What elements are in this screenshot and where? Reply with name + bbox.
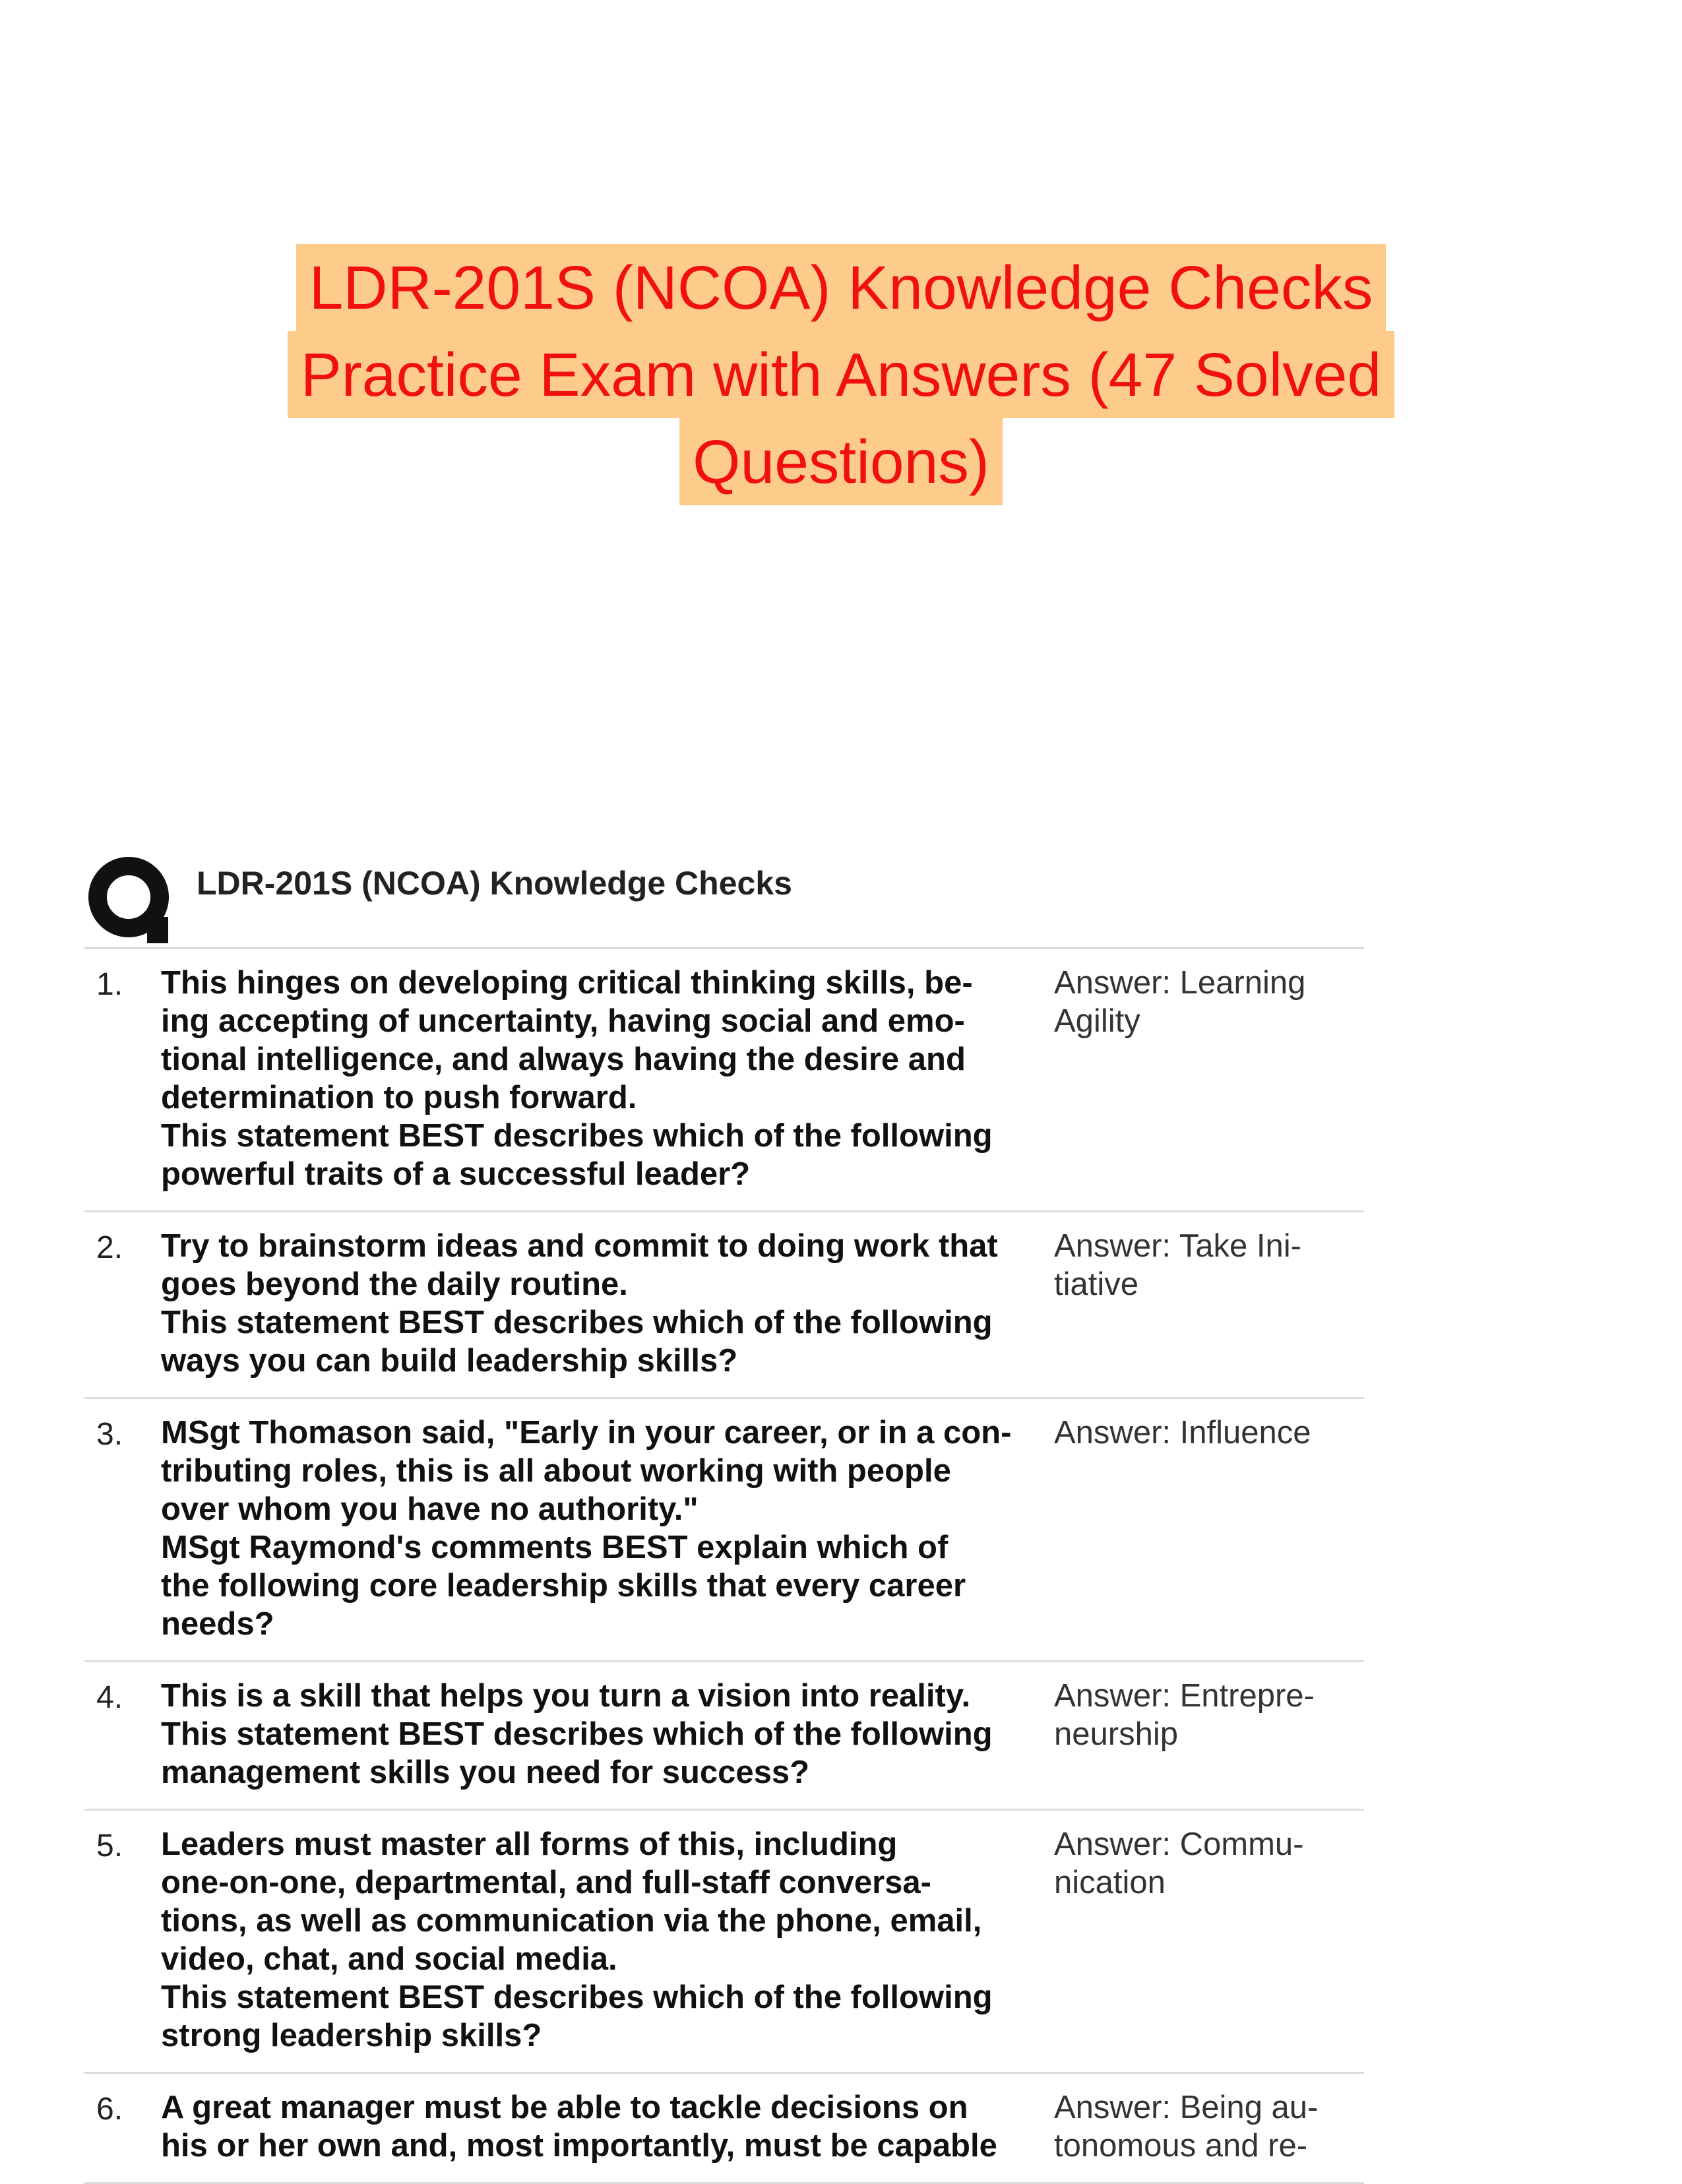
question-number: 2. xyxy=(96,1230,123,1265)
question-text: This hinges on developing critical thinking skills, be- ing accepting of uncertainty, having social and emo- tional intelligence, and always having the desire and determination to push forward. This statement BEST describes which of the following powerful traits of a successful leader? xyxy=(161,965,993,1192)
question-list xyxy=(84,949,1364,2184)
answer-text: Answer: Being au- tonomous and re- xyxy=(1054,2090,1319,2164)
q-logo-icon xyxy=(88,856,175,943)
question-number: 4. xyxy=(96,1680,123,1715)
answer-text: Answer: Entrepre- neurship xyxy=(1054,1678,1315,1752)
question-item xyxy=(84,1212,1364,1399)
title-line-3: Questions) xyxy=(679,418,1003,505)
question-item xyxy=(84,949,1364,1212)
title-line-1: LDR-201S (NCOA) Knowledge Checks xyxy=(296,244,1386,331)
question-item xyxy=(84,1662,1364,1811)
question-number: 6. xyxy=(96,2092,123,2127)
question-text: A great manager must be able to tackle decisions on his or her own and, most importantly, must be capable xyxy=(161,2090,997,2164)
answer-text: Answer: Learning Agility xyxy=(1054,965,1306,1039)
answer-text: Answer: Influence xyxy=(1054,1415,1311,1451)
question-number: 3. xyxy=(96,1417,123,1452)
question-text: Try to brainstorm ideas and commit to doing work that goes beyond the daily routine. This statement BEST describes which of the following ways you can build leadership skills? xyxy=(161,1228,998,1379)
quiz-header xyxy=(84,855,1364,949)
question-text: Leaders must master all forms of this, including one-on-one, departmental, and full-staff conversa- tions, as well as communication via the phone, email, video, chat, and social media. This statement BEST describes which of the following strong leadership skills? xyxy=(161,1826,993,2053)
question-number: 1. xyxy=(96,967,123,1002)
document-title xyxy=(0,244,1682,505)
answer-text: Answer: Commu- nication xyxy=(1054,1826,1304,1900)
question-text: MSgt Thomason said, "Early in your career, or in a con- tributing roles, this is all about working with people over whom you have no authority." MSgt Raymond's comments BEST explain which of the following core leadership skills that every career needs? xyxy=(161,1415,1012,1642)
question-number: 5. xyxy=(96,1828,123,1863)
question-item xyxy=(84,1811,1364,2074)
quiz-title: LDR-201S (NCOA) Knowledge Checks xyxy=(197,865,792,902)
answer-text: Answer: Take Ini- tiative xyxy=(1054,1228,1301,1302)
question-item xyxy=(84,2074,1364,2184)
question-text: This is a skill that helps you turn a vision into reality. This statement BEST describes which of the following management skills you need for success? xyxy=(161,1678,993,1790)
title-line-2: Practice Exam with Answers (47 Solved xyxy=(288,331,1395,418)
question-item xyxy=(84,1399,1364,1662)
